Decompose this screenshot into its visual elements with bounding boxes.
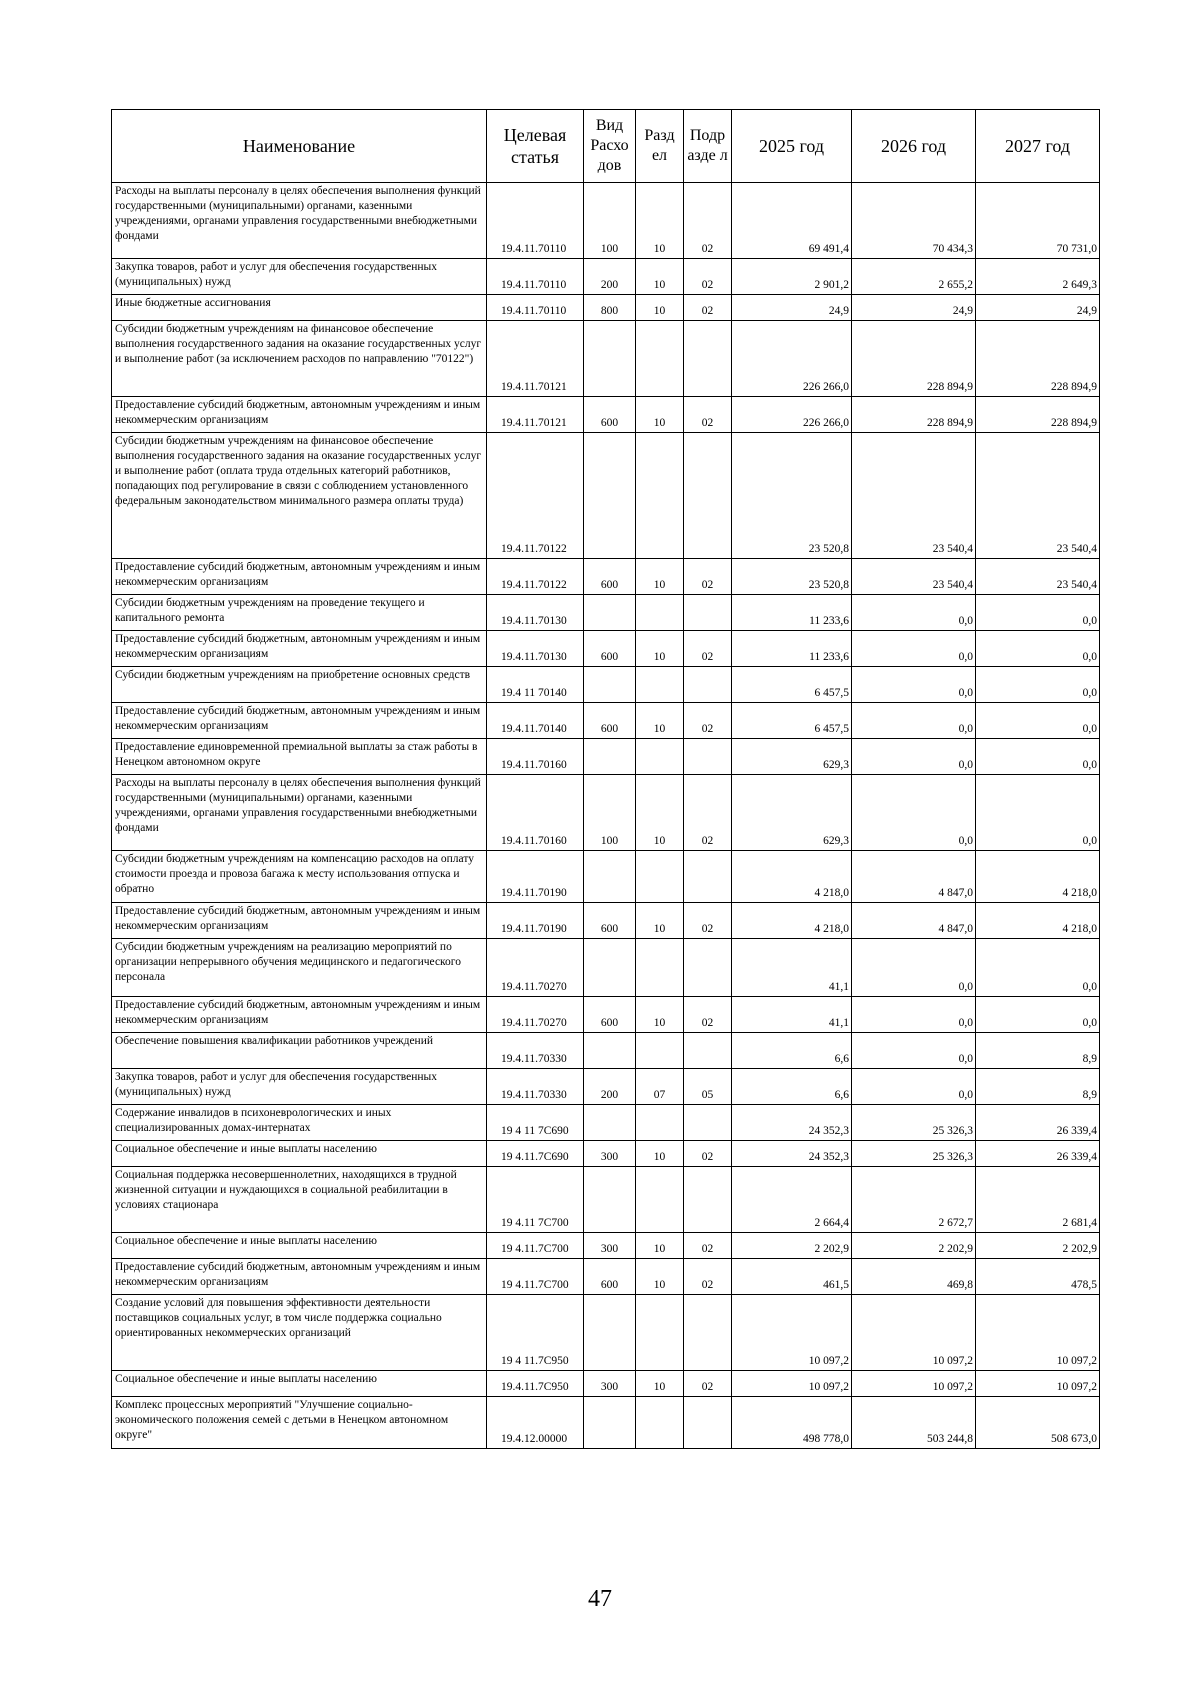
row-expense-type: [584, 595, 636, 631]
row-expense-type: [584, 851, 636, 903]
row-expense-type: 600: [584, 903, 636, 939]
row-2026: 2 672,7: [852, 1167, 976, 1233]
row-2027: 0,0: [976, 595, 1100, 631]
row-2027: 10 097,2: [976, 1295, 1100, 1371]
row-2027: 508 673,0: [976, 1397, 1100, 1449]
table-row: [112, 1295, 1100, 1371]
row-2027: 228 894,9: [976, 397, 1100, 433]
row-2027: 2 681,4: [976, 1167, 1100, 1233]
row-section: [636, 1167, 684, 1233]
row-section: 10: [636, 1233, 684, 1259]
table-row: [112, 1167, 1100, 1233]
row-2026: 25 326,3: [852, 1141, 976, 1167]
row-section: [636, 851, 684, 903]
row-section: [636, 321, 684, 397]
table-row: [112, 1259, 1100, 1295]
table-row: [112, 183, 1100, 259]
row-target: 19.4.11.70121: [487, 397, 584, 433]
row-2025: 6,6: [732, 1069, 852, 1105]
row-target: 19.4.11.70140: [487, 703, 584, 739]
row-subsection: [684, 595, 732, 631]
row-section: 10: [636, 559, 684, 595]
row-2025: 498 778,0: [732, 1397, 852, 1449]
row-section: [636, 1033, 684, 1069]
row-2025: 10 097,2: [732, 1371, 852, 1397]
row-section: [636, 433, 684, 559]
row-2025: 11 233,6: [732, 595, 852, 631]
row-target: 19 4 11 7С690: [487, 1105, 584, 1141]
row-subsection: 02: [684, 295, 732, 321]
row-subsection: 02: [684, 631, 732, 667]
row-name: Субсидии бюджетным учреждениям на финансовое обеспечение выполнения государственного задания на оказание государственных услуг и выполнение работ (оплата труда отдельных категорий работников, попадающих под регулирование в связи с соблюдением установленного федеральным законодательством минимального размера оплаты труда): [112, 433, 487, 559]
header-section: Разд ел: [636, 110, 684, 183]
row-target: 19.4.11.70122: [487, 433, 584, 559]
row-subsection: 02: [684, 703, 732, 739]
row-subsection: [684, 321, 732, 397]
row-subsection: 02: [684, 559, 732, 595]
row-subsection: 02: [684, 259, 732, 295]
row-2027: 26 339,4: [976, 1105, 1100, 1141]
row-expense-type: [584, 667, 636, 703]
row-subsection: 02: [684, 1141, 732, 1167]
row-section: [636, 595, 684, 631]
row-expense-type: [584, 1295, 636, 1371]
row-target: 19.4.12.00000: [487, 1397, 584, 1449]
table-row: [112, 559, 1100, 595]
row-2027: 4 218,0: [976, 851, 1100, 903]
row-2026: 0,0: [852, 703, 976, 739]
row-name: Социальная поддержка несовершеннолетних, находящихся в трудной жизненной ситуации и нуждающихся в социальной реабилитации в условиях стационара: [112, 1167, 487, 1233]
header-name: Наименование: [112, 110, 487, 183]
row-name: Предоставление субсидий бюджетным, автономным учреждениям и иным некоммерческим организациям: [112, 703, 487, 739]
row-name: Субсидии бюджетным учреждениям на финансовое обеспечение выполнения государственного задания на оказание государственных услуг и выполнение работ (за исключением расходов по направлению "70122"): [112, 321, 487, 397]
row-section: 10: [636, 1259, 684, 1295]
row-2026: 24,9: [852, 295, 976, 321]
row-2027: 70 731,0: [976, 183, 1100, 259]
row-2025: 4 218,0: [732, 903, 852, 939]
row-expense-type: 300: [584, 1371, 636, 1397]
row-section: 10: [636, 183, 684, 259]
row-expense-type: 600: [584, 397, 636, 433]
row-target: 19.4.11.70110: [487, 295, 584, 321]
row-section: 10: [636, 295, 684, 321]
header-row: [112, 110, 1100, 183]
row-name: Предоставление единовременной премиальной выплаты за стаж работы в Ненецком автономном округе: [112, 739, 487, 775]
row-2026: 228 894,9: [852, 397, 976, 433]
row-name: Субсидии бюджетным учреждениям на проведение текущего и капитального ремонта: [112, 595, 487, 631]
row-section: 10: [636, 997, 684, 1033]
row-section: 10: [636, 903, 684, 939]
table-row: [112, 1105, 1100, 1141]
row-2025: 23 520,8: [732, 433, 852, 559]
row-2025: 23 520,8: [732, 559, 852, 595]
row-2027: 478,5: [976, 1259, 1100, 1295]
row-2026: 4 847,0: [852, 903, 976, 939]
row-target: 19.4.11.70190: [487, 903, 584, 939]
table-row: [112, 595, 1100, 631]
row-2027: 0,0: [976, 631, 1100, 667]
row-2026: 4 847,0: [852, 851, 976, 903]
table-row: [112, 1033, 1100, 1069]
row-subsection: [684, 1397, 732, 1449]
row-2025: 24 352,3: [732, 1105, 852, 1141]
row-name: Закупка товаров, работ и услуг для обеспечения государственных (муниципальных) нужд: [112, 259, 487, 295]
row-name: Субсидии бюджетным учреждениям на реализацию мероприятий по организации непрерывного обучения медицинского и педагогического персонала: [112, 939, 487, 997]
row-expense-type: 100: [584, 183, 636, 259]
row-name: Расходы на выплаты персоналу в целях обеспечения выполнения функций государственными (муниципальными) органами, казенными учреждениями, органами управления государственными внебюджетными фондами: [112, 183, 487, 259]
row-expense-type: [584, 739, 636, 775]
row-2026: 0,0: [852, 1033, 976, 1069]
row-name: Социальное обеспечение и иные выплаты населению: [112, 1141, 487, 1167]
row-2027: 0,0: [976, 997, 1100, 1033]
table-row: [112, 1397, 1100, 1449]
row-2026: 0,0: [852, 667, 976, 703]
row-target: 19.4.11.70110: [487, 259, 584, 295]
row-subsection: [684, 433, 732, 559]
row-name: Создание условий для повышения эффективности деятельности поставщиков социальных услуг, в том числе поддержка социально ориентированных некоммерческих организаций: [112, 1295, 487, 1371]
row-2025: 24 352,3: [732, 1141, 852, 1167]
table-row: [112, 397, 1100, 433]
row-target: 19.4.11.70122: [487, 559, 584, 595]
row-expense-type: [584, 1167, 636, 1233]
row-subsection: 02: [684, 775, 732, 851]
row-target: 19.4.11.70330: [487, 1069, 584, 1105]
row-name: Субсидии бюджетным учреждениям на приобретение основных средств: [112, 667, 487, 703]
row-name: Предоставление субсидий бюджетным, автономным учреждениям и иным некоммерческим организациям: [112, 559, 487, 595]
row-expense-type: 300: [584, 1141, 636, 1167]
row-2026: 0,0: [852, 1069, 976, 1105]
row-expense-type: 600: [584, 559, 636, 595]
row-subsection: 02: [684, 1259, 732, 1295]
row-target: 19.4.11.70160: [487, 739, 584, 775]
row-2027: 0,0: [976, 775, 1100, 851]
row-2026: 10 097,2: [852, 1371, 976, 1397]
table-row: [112, 433, 1100, 559]
row-name: Предоставление субсидий бюджетным, автономным учреждениям и иным некоммерческим организациям: [112, 1259, 487, 1295]
row-target: 19.4.11.70330: [487, 1033, 584, 1069]
row-expense-type: [584, 1033, 636, 1069]
row-section: 10: [636, 775, 684, 851]
header-2025: 2025 год: [732, 110, 852, 183]
row-2025: 4 218,0: [732, 851, 852, 903]
row-section: 10: [636, 1371, 684, 1397]
row-2027: 2 202,9: [976, 1233, 1100, 1259]
table-row: [112, 703, 1100, 739]
row-name: Закупка товаров, работ и услуг для обеспечения государственных (муниципальных) нужд: [112, 1069, 487, 1105]
row-name: Комплекс процессных мероприятий "Улучшение социально-экономического положения семей с детьми в Ненецком автономном округе": [112, 1397, 487, 1449]
row-2025: 629,3: [732, 775, 852, 851]
header-2027: 2027 год: [976, 110, 1100, 183]
row-section: 10: [636, 259, 684, 295]
row-2025: 2 901,2: [732, 259, 852, 295]
row-target: 19.4.11.7С950: [487, 1371, 584, 1397]
row-2025: 226 266,0: [732, 321, 852, 397]
row-subsection: 02: [684, 397, 732, 433]
row-expense-type: 100: [584, 775, 636, 851]
row-2025: 461,5: [732, 1259, 852, 1295]
row-2026: 0,0: [852, 595, 976, 631]
row-2025: 6 457,5: [732, 667, 852, 703]
row-2025: 6,6: [732, 1033, 852, 1069]
row-2025: 2 664,4: [732, 1167, 852, 1233]
table-row: [112, 903, 1100, 939]
row-name: Расходы на выплаты персоналу в целях обеспечения выполнения функций государственными (муниципальными) органами, казенными учреждениями, органами управления государственными внебюджетными фондами: [112, 775, 487, 851]
row-subsection: [684, 939, 732, 997]
row-subsection: 02: [684, 183, 732, 259]
row-expense-type: 200: [584, 259, 636, 295]
row-expense-type: [584, 1105, 636, 1141]
row-expense-type: [584, 433, 636, 559]
row-name: Иные бюджетные ассигнования: [112, 295, 487, 321]
row-section: [636, 939, 684, 997]
row-subsection: [684, 739, 732, 775]
row-section: 10: [636, 1141, 684, 1167]
row-2027: 0,0: [976, 667, 1100, 703]
row-2026: 0,0: [852, 739, 976, 775]
table-row: [112, 775, 1100, 851]
row-target: 19.4.11.70130: [487, 631, 584, 667]
table-row: [112, 295, 1100, 321]
table-row: [112, 739, 1100, 775]
row-2027: 4 218,0: [976, 903, 1100, 939]
table-row: [112, 997, 1100, 1033]
row-2027: 0,0: [976, 939, 1100, 997]
row-expense-type: 800: [584, 295, 636, 321]
table-row: [112, 259, 1100, 295]
row-name: Предоставление субсидий бюджетным, автономным учреждениям и иным некоммерческим организациям: [112, 631, 487, 667]
row-target: 19 4.11.7С700: [487, 1259, 584, 1295]
row-expense-type: [584, 1397, 636, 1449]
row-2027: 8,9: [976, 1069, 1100, 1105]
row-2026: 0,0: [852, 775, 976, 851]
row-2026: 2 655,2: [852, 259, 976, 295]
row-2026: 10 097,2: [852, 1295, 976, 1371]
row-target: 19.4.11.70110: [487, 183, 584, 259]
row-subsection: [684, 667, 732, 703]
row-2026: 228 894,9: [852, 321, 976, 397]
row-2026: 2 202,9: [852, 1233, 976, 1259]
row-expense-type: 600: [584, 1259, 636, 1295]
row-expense-type: 200: [584, 1069, 636, 1105]
row-2025: 2 202,9: [732, 1233, 852, 1259]
row-section: [636, 1105, 684, 1141]
table-row: [112, 321, 1100, 397]
table-row: [112, 1069, 1100, 1105]
row-target: 19 4.11 7С700: [487, 1167, 584, 1233]
row-2025: 226 266,0: [732, 397, 852, 433]
row-2027: 2 649,3: [976, 259, 1100, 295]
row-2027: 8,9: [976, 1033, 1100, 1069]
row-2025: 41,1: [732, 939, 852, 997]
row-name: Социальное обеспечение и иные выплаты населению: [112, 1233, 487, 1259]
row-target: 19.4.11.70160: [487, 775, 584, 851]
row-subsection: 02: [684, 903, 732, 939]
row-name: Субсидии бюджетным учреждениям на компенсацию расходов на оплату стоимости проезда и провоза багажа к месту использования отпуска и обратно: [112, 851, 487, 903]
row-name: Социальное обеспечение и иные выплаты населению: [112, 1371, 487, 1397]
row-target: 19.4.11.70190: [487, 851, 584, 903]
row-2026: 503 244,8: [852, 1397, 976, 1449]
row-name: Предоставление субсидий бюджетным, автономным учреждениям и иным некоммерческим организациям: [112, 997, 487, 1033]
row-2027: 23 540,4: [976, 433, 1100, 559]
row-expense-type: [584, 939, 636, 997]
row-subsection: [684, 1167, 732, 1233]
row-name: Обеспечение повышения квалификации работников учреждений: [112, 1033, 487, 1069]
row-2026: 23 540,4: [852, 559, 976, 595]
row-2025: 69 491,4: [732, 183, 852, 259]
row-2027: 0,0: [976, 739, 1100, 775]
row-name: Предоставление субсидий бюджетным, автономным учреждениям и иным некоммерческим организациям: [112, 397, 487, 433]
row-2026: 23 540,4: [852, 433, 976, 559]
row-2027: 10 097,2: [976, 1371, 1100, 1397]
row-2026: 0,0: [852, 939, 976, 997]
row-2025: 41,1: [732, 997, 852, 1033]
row-section: 10: [636, 631, 684, 667]
header-target: Целевая статья: [487, 110, 584, 183]
header-2026: 2026 год: [852, 110, 976, 183]
row-subsection: [684, 1295, 732, 1371]
row-subsection: 02: [684, 997, 732, 1033]
row-2026: 25 326,3: [852, 1105, 976, 1141]
table-row: [112, 851, 1100, 903]
row-expense-type: 600: [584, 703, 636, 739]
row-2025: 629,3: [732, 739, 852, 775]
row-2026: 0,0: [852, 997, 976, 1033]
row-target: 19.4.11.70121: [487, 321, 584, 397]
row-name: Предоставление субсидий бюджетным, автономным учреждениям и иным некоммерческим организациям: [112, 903, 487, 939]
row-2027: 23 540,4: [976, 559, 1100, 595]
row-subsection: [684, 1105, 732, 1141]
page-number: 47: [588, 1586, 612, 1612]
budget-table: [111, 109, 1100, 1449]
row-2027: 228 894,9: [976, 321, 1100, 397]
row-section: [636, 1295, 684, 1371]
row-subsection: 02: [684, 1371, 732, 1397]
header-expense-type: Вид Расхо дов: [584, 110, 636, 183]
row-section: 10: [636, 397, 684, 433]
row-2027: 24,9: [976, 295, 1100, 321]
row-2025: 24,9: [732, 295, 852, 321]
row-expense-type: 600: [584, 631, 636, 667]
table-row: [112, 631, 1100, 667]
row-2026: 469,8: [852, 1259, 976, 1295]
row-target: 19.4.11.70270: [487, 939, 584, 997]
row-expense-type: 300: [584, 1233, 636, 1259]
row-section: [636, 667, 684, 703]
row-name: Содержание инвалидов в психоневрологических и иных специализированных домах-интернатах: [112, 1105, 487, 1141]
row-target: 19.4.11.70130: [487, 595, 584, 631]
row-2026: 70 434,3: [852, 183, 976, 259]
row-2025: 11 233,6: [732, 631, 852, 667]
table-row: [112, 1371, 1100, 1397]
row-2025: 6 457,5: [732, 703, 852, 739]
row-subsection: [684, 1033, 732, 1069]
row-2025: 10 097,2: [732, 1295, 852, 1371]
row-expense-type: 600: [584, 997, 636, 1033]
row-expense-type: [584, 321, 636, 397]
row-target: 19.4.11.70270: [487, 997, 584, 1033]
table-row: [112, 939, 1100, 997]
row-subsection: 02: [684, 1233, 732, 1259]
header-subsection: Подр азде л: [684, 110, 732, 183]
row-subsection: [684, 851, 732, 903]
row-target: 19 4.11.7С690: [487, 1141, 584, 1167]
row-subsection: 05: [684, 1069, 732, 1105]
row-section: 10: [636, 703, 684, 739]
row-2026: 0,0: [852, 631, 976, 667]
row-section: 07: [636, 1069, 684, 1105]
table-row: [112, 1141, 1100, 1167]
row-target: 19 4 11.7С950: [487, 1295, 584, 1371]
table-row: [112, 1233, 1100, 1259]
row-section: [636, 739, 684, 775]
row-2027: 0,0: [976, 703, 1100, 739]
row-target: 19 4.11.7С700: [487, 1233, 584, 1259]
table-row: [112, 667, 1100, 703]
row-section: [636, 1397, 684, 1449]
row-target: 19.4 11 70140: [487, 667, 584, 703]
row-2027: 26 339,4: [976, 1141, 1100, 1167]
